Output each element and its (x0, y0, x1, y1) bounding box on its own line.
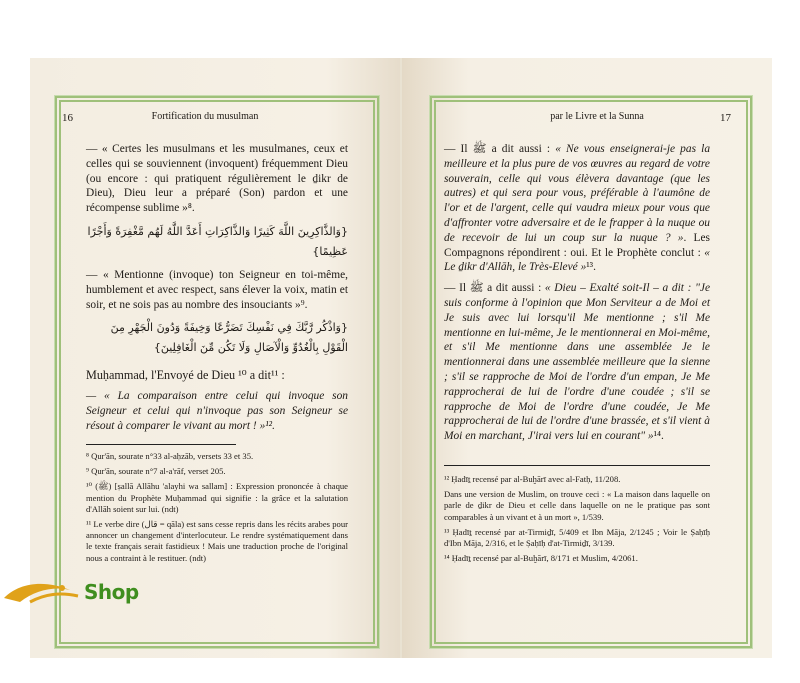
arabic-verse: {وَاذْكُر رَّبَّكَ فِي نَفْسِكَ تَضَرُّعًا وَخِيفَةً وَدُونَ الْجَهْرِ مِنَ الْقَوْلِ بِالْغُدُوِّ وَالْآصَالِ وَلَا تَكُن مِّنَ الْغَافِلِينَ} (110, 321, 348, 355)
running-header: par le Livre et la Sunna (550, 111, 644, 122)
open-book (30, 58, 772, 658)
footnote: ¹³ Ḥadīṯ recensé par at-Tirmiḏī, 5/409 et Ibn Māja, 2/1245 ; Voir le Ṣaḥīḥ d'Ibn Māja, 2/316, et le Ṣaḥīḥ d'at-Tirmiḏī, 3/139. (444, 526, 710, 549)
right-body (444, 142, 710, 450)
footnote: Dans une version de Muslim, on trouve ceci : « La maison dans laquelle on parle de ḏikr de Dieu et celle dans laquelle on ne le pratique pas sont comparables à un vivant et à un mort », 1/539. (444, 489, 710, 522)
footnote: ⁸ Qur'ān, sourate n°33 al-aḥzāb, versets 33 et 35. (86, 451, 254, 461)
footnote: ¹² Ḥadīṯ recensé par al-Buḫārī avec al-Fatḥ, 11/208. (444, 474, 621, 484)
paragraph: — « Certes les musulmans et les musulmanes, ceux et celles qui se souviennent (invoquent) fréquemment Dieu (ou encore : qui pratiquent régulièrement le ḏikr de Dieu), Dieu leur a préparé (Son) pardon et une récompense sublime »⁸. (86, 143, 348, 215)
hadith-quote: — « La comparaison entre celui qui invoque son Seigneur et celui qui n'invoque pas son Seigneur se résout à comparer le vivant au mort ! »¹². (86, 390, 348, 432)
logo-text: Shop (84, 580, 139, 604)
footnote: ⁹ Qur'ān, sourate n°7 al-a'rāf, verset 205. (86, 466, 226, 477)
right-page (402, 58, 772, 658)
footnotes (86, 451, 348, 568)
footnote: ¹⁰ (ﷺ) [ṣallā Allāhu 'alayhi wa sallam] : Expression prononcée à chaque mention du Prophète Muḥammad qui signifie : la grâce et la salutation d'Allāh soient sur lui. (ndt) (86, 481, 348, 514)
page-number: 16 (62, 112, 73, 124)
paragraph: — « Mentionne (invoque) ton Seigneur en toi-même, humblement et avec respect, sans élever la voix, matin et soir, et ne sois pas au nombre des insouciants »⁹. (86, 268, 348, 311)
arabic-verse: {وَالذَّاكِرِينَ اللَّهَ كَثِيرًا وَالذَّاكِرَاتِ أَعَدَّ اللَّهُ لَهُم مَّغْفِرَةً وَأَجْرًا عَظِيمًا} (87, 224, 348, 258)
paragraph: — Il ﷺ a dit aussi : « Dieu – Exalté soit-Il – a dit : "Je suis conforme à l'opinion que Mon Serviteur a de Moi et Je suis avec lui lorsqu'il Me mentionne ; s'il Me mentionne en lui-même, Je le mentionnerai en Moi-même, et s'il Me mentionne dans une assemblée Je le mentionnerai dans une assemblée meilleure que la sienne ; s'il se rapproche de Moi de l'ordre d'un empan, Je Me rapprocherai de lui de l'ordre d'une coudée ; s'il se rapproche de Moi de l'ordre d'une coudée, Je Me rapprocherai de lui de l'ordre d'une brassée, et s'il vient à Moi en marchant, J'irai vers lui en courant" »¹⁴. (444, 282, 710, 443)
footnote-rule (444, 465, 710, 466)
footnote: ¹¹ Le verbe dire (قال = qāla) est sans cesse repris dans les récits arabes pour annoncer un changement d'interlocuteur. Le rendre systématiquement dans le texte français serait fastidieux ! Mais une traduction proche de l'original nous a contraint à le restituer. (ndt) (86, 519, 348, 563)
paragraph: — Il ﷺ a dit aussi : « Ne vous enseignerai-je pas la meilleure et la plus pure de vos œuvres au regard de votre souverain, celle qui vous élèvera davantage (que les autres) et qui sera pour vous, préférable à l'aumône de l'or et de l'argent, celle qui vaudra mieux pour vous que d'affronter votre adversaire et de le frapper à la nuque ou de recevoir de lui un coup sur la nuque ? ». Les Compagnons répondirent : oui. Et le Prophète conclut : « Le ḏikr d'Allāh, le Très-Elevé »¹³. (444, 143, 711, 274)
running-header: Fortification du musulman (151, 111, 259, 122)
paragraph: Muḥammad, l'Envoyé de Dieu ¹⁰ a dit¹¹ : (86, 368, 285, 383)
footnote-rule (86, 444, 236, 445)
page-number: 17 (720, 112, 731, 124)
left-page (30, 58, 400, 658)
left-body (86, 142, 348, 440)
footnote: ¹⁴ Ḥadīṯ recensé par al-Buḫārī, 8/171 et Muslim, 4/2061. (444, 553, 638, 564)
footnotes (444, 474, 710, 568)
